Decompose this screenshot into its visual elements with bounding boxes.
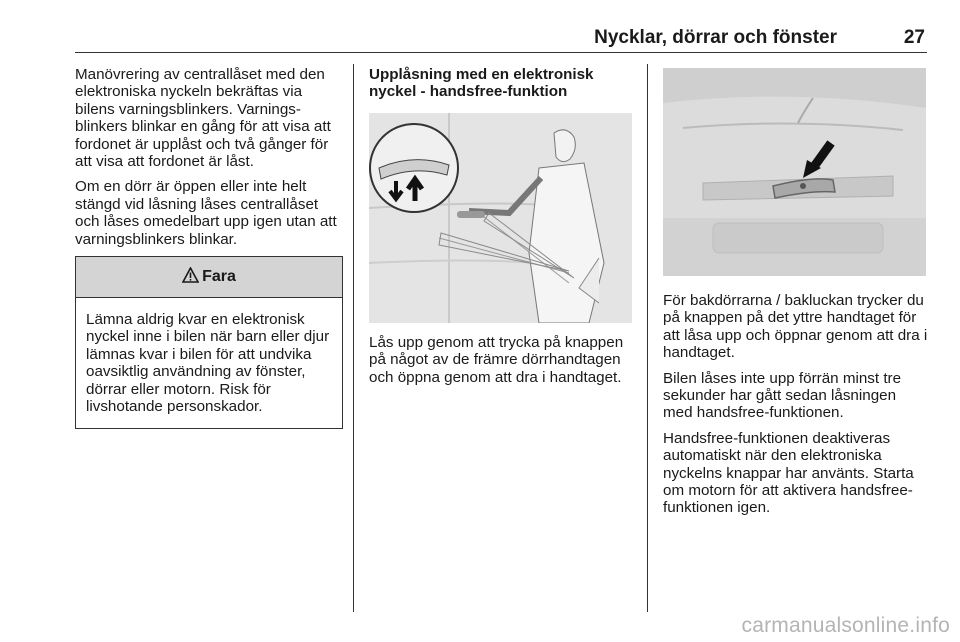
watermark: carmanualsonline.info [741, 614, 950, 637]
illustration-person-unlocking-front-door [369, 113, 632, 323]
column-divider-2 [647, 64, 648, 612]
paragraph: Manövrering av centrallåset med den elektroniska nyckeln bekräftas via bilens varningsblinkers. Varningsblinkers blinkar en gång för att visa att fordonet är upplåst och två gånger för att visa att fordonet är låst. [75, 66, 331, 171]
warning-triangle-icon [182, 267, 199, 286]
column-right [663, 292, 928, 525]
danger-box-header [76, 257, 342, 298]
figure-caption: Lås upp genom att trycka på knappen på något av de främre dörrhandtagen och öppna genom att dra i handtaget. [369, 334, 624, 386]
paragraph: För bakdörrarna / bakluckan trycker du på knappen på det yttre handtaget för att låsa upp och öppnar genom att dra i handtaget. [663, 292, 928, 362]
danger-box [75, 256, 343, 428]
column-divider-1 [353, 64, 354, 612]
column-middle [369, 66, 635, 386]
danger-label: Fara [202, 268, 236, 286]
column-left [75, 66, 343, 429]
paragraph: Om en dörr är öppen eller inte helt stängd vid låsning låses centrallåset och låses omedelbart upp igen utan att varningsblinkers blinkar. [75, 178, 337, 248]
chapter-title: Nycklar, dörrar och fönster [594, 27, 837, 48]
illustration-rear-door-handle [663, 68, 926, 276]
paragraph: Handsfree-funktionen deaktiveras automatiskt när den elektroniska nyckelns knappar har använts. Starta om motorn för att aktivera handsfree-funktionen igen. [663, 429, 914, 517]
section-heading: Upplåsning med en elektronisk nyckel - handsfree-funktion [369, 66, 594, 101]
page-number: 27 [903, 27, 925, 48]
page-header [75, 26, 927, 53]
paragraph: Bilen låses inte upp förrän minst tre sekunder har gått sedan låsningen med handsfree-funktionen. [663, 369, 902, 422]
danger-text: Lämna aldrig kvar en elektronisk nyckel inne i bilen när barn eller djur lämnas kvar i bilen för att undvika oavsiktlig användning av fönster, dörrar eller motorn. Risk för livshotande personskador. [86, 311, 330, 416]
